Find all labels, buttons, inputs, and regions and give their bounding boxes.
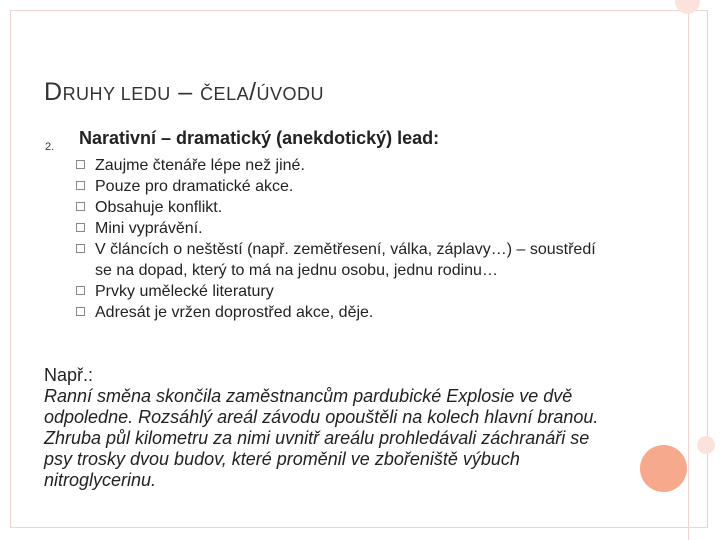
list-item-text: Adresát je vržen doprostřed akce, děje.: [95, 304, 374, 321]
bullet-list: [76, 155, 596, 323]
checkbox-bullet-icon: [76, 181, 85, 190]
list-item-text: V článcích o neštěstí (např. zemětřesení, válka, záplavy…) – soustředí se na dopad, který to má na jednu osobu, jednu rodinu…: [95, 241, 596, 279]
title-part: Ú: [256, 84, 271, 104]
list-item: [76, 155, 596, 176]
slide-title: [44, 78, 324, 107]
decorative-circle-small: [697, 436, 715, 454]
list-item: [76, 302, 596, 323]
title-part: D: [44, 78, 63, 106]
example-text: Ranní směna skončila zaměstnancům pardubické Explosie ve dvě odpoledne. Rozsáhlý areál závodu opouštěli na kolech hlavní branou. Zhruba půl kilometru za nimi uvnitř areálu prohledávali záchranáři se psy trosky dvou budov, které proměnil ve zbořeniště výbuch nitroglycerinu.: [44, 386, 599, 490]
checkbox-bullet-icon: [76, 160, 85, 169]
list-item-text: Prvky umělecké literatury: [95, 283, 274, 300]
section-heading: Narativní – dramatický (anekdotický) lead:: [79, 128, 440, 148]
list-item-text: Zaujme čtenáře lépe než jiné.: [95, 157, 305, 174]
list-item-text: Mini vyprávění.: [95, 220, 203, 237]
decorative-line: [688, 0, 689, 540]
checkbox-bullet-icon: [76, 286, 85, 295]
list-item: [76, 197, 596, 218]
example-label: Např.:: [44, 365, 94, 385]
list-item-text: Obsahuje konflikt.: [95, 199, 223, 216]
list-item: [76, 239, 596, 281]
title-part: ČELA: [200, 84, 250, 104]
list-item-text: Pouze pro dramatické akce.: [95, 178, 294, 195]
example-block: [44, 365, 604, 491]
decorative-circle-large: [640, 445, 687, 492]
title-slash: /: [249, 78, 257, 106]
list-item: [76, 176, 596, 197]
list-item: [76, 281, 596, 302]
checkbox-bullet-icon: [76, 244, 85, 253]
checkbox-bullet-icon: [76, 223, 85, 232]
title-part: RUHY LEDU: [62, 84, 171, 104]
section-number: 2.: [45, 141, 55, 153]
title-part: VODU: [270, 84, 325, 104]
title-separator: –: [170, 78, 201, 106]
checkbox-bullet-icon: [76, 202, 85, 211]
checkbox-bullet-icon: [76, 307, 85, 316]
list-item: [76, 218, 596, 239]
